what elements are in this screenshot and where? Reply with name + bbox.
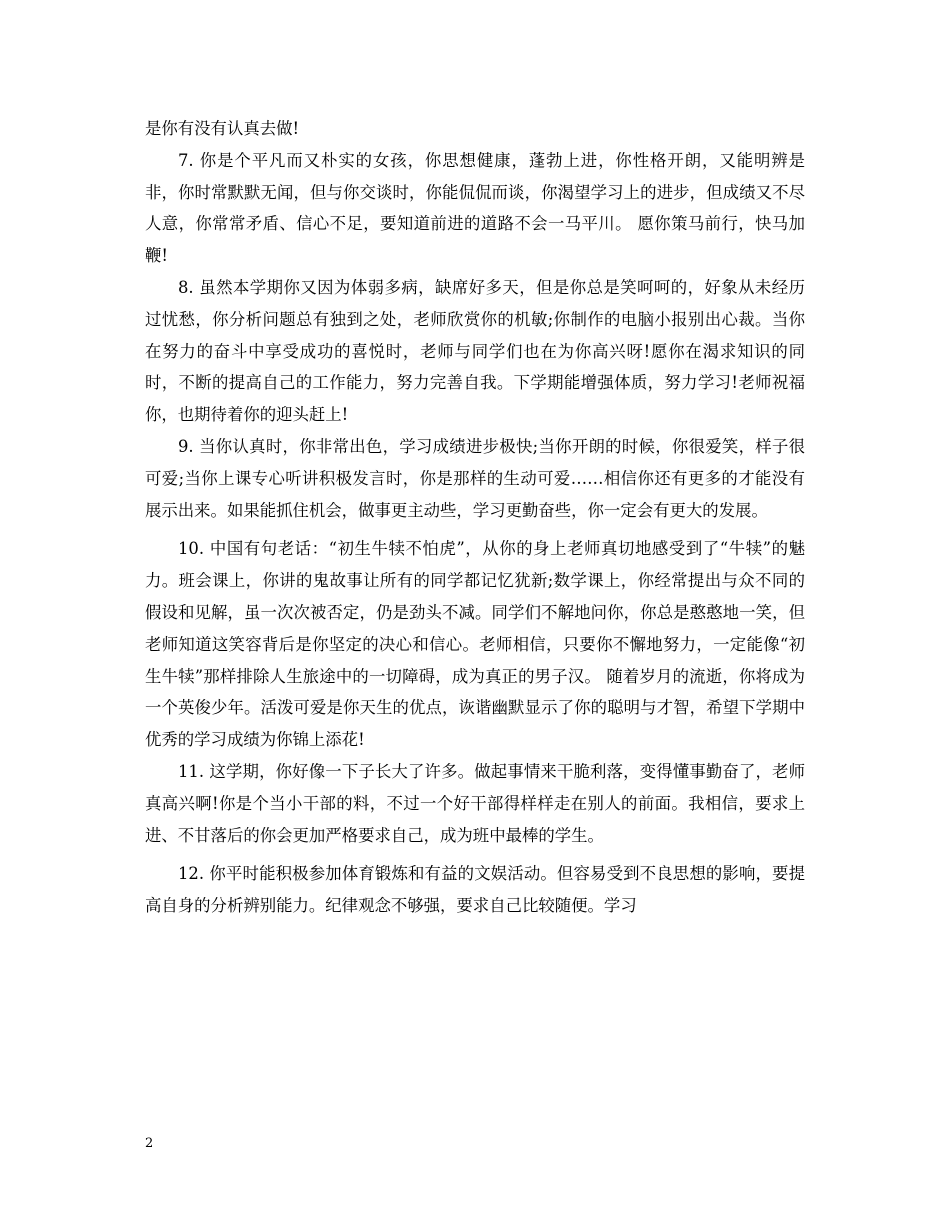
document-body [145,113,805,922]
paragraph-continuation: 是你有没有认真去做! [145,119,300,138]
page-number: 2 [145,1136,154,1151]
paragraph-7: 7. 你是个平凡而又朴实的女孩，你思想健康，蓬勃上进，你性格开朗，又能明辨是非，你时常默默无闻，但与你交谈时，你能侃侃而谈，你渴望学习上的进步，但成绩又不尽人意，你常常矛盾、信心不足，要知道前进的道路不会一马平川。 愿你策马前行，快马加鞭! [145,150,805,266]
paragraph-8: 8. 虽然本学期你又因为体弱多病，缺席好多天，但是你总是笑呵呵的，好象从未经历过忧愁，你分析问题总有独到之处，老师欣赏你的机敏;你制作的电脑小报别出心裁。当你在努力的奋斗中享受成功的喜悦时，老师与同学们也在为你高兴呀!愿你在渴求知识的同时，不断的提高自己的工作能力，努力完善自我。下学期能增强体质，努力学习!老师祝福你，也期待着你的迎头赶上! [145,277,805,425]
paragraph-12: 12. 你平时能积极参加体育锻炼和有益的文娱活动。但容易受到不良思想的影响，要提高自身的分析辨别能力。纪律观念不够强，要求自己比较随便。学习 [145,864,805,916]
paragraph-11: 11. 这学期，你好像一下子长大了许多。做起事情来干脆利落，变得懂事勤奋了，老师真高兴啊!你是个当小干部的料，不过一个好干部得样样走在别人的前面。我相信，要求上进、不甘落后的你会更加严格要求自己，成为班中最棒的学生。 [145,761,805,845]
paragraph-9: 9. 当你认真时，你非常出色，学习成绩进步极快;当你开朗的时候，你很爱笑，样子很可爱;当你上课专心听讲积极发言时，你是那样的生动可爱……相信你还有更多的才能没有展示出来。如果能抓住机会，做事更主动些，学习更勤奋些，你一定会有更大的发展。 [145,436,805,520]
paragraph-10: 10. 中国有句老话：“初生牛犊不怕虎”，从你的身上老师真切地感受到了“牛犊”的魅力。班会课上，你讲的鬼故事让所有的同学都记忆犹新;数学课上，你经常提出与众不同的假设和见解，虽一次次被否定，仍是劲头不减。同学们不解地问你，你总是憨憨地一笑，但老师知道这笑容背后是你坚定的决心和信心。老师相信，只要你不懈地努力，一定能像“初生牛犊”那样排除人生旅途中的一切障碍，成为真正的男子汉。 随着岁月的流逝，你将成为一个英俊少年。活泼可爱是你天生的优点，诙谐幽默显示了你的聪明与才智，希望下学期中优秀的学习成绩为你锦上添花! [145,539,805,750]
